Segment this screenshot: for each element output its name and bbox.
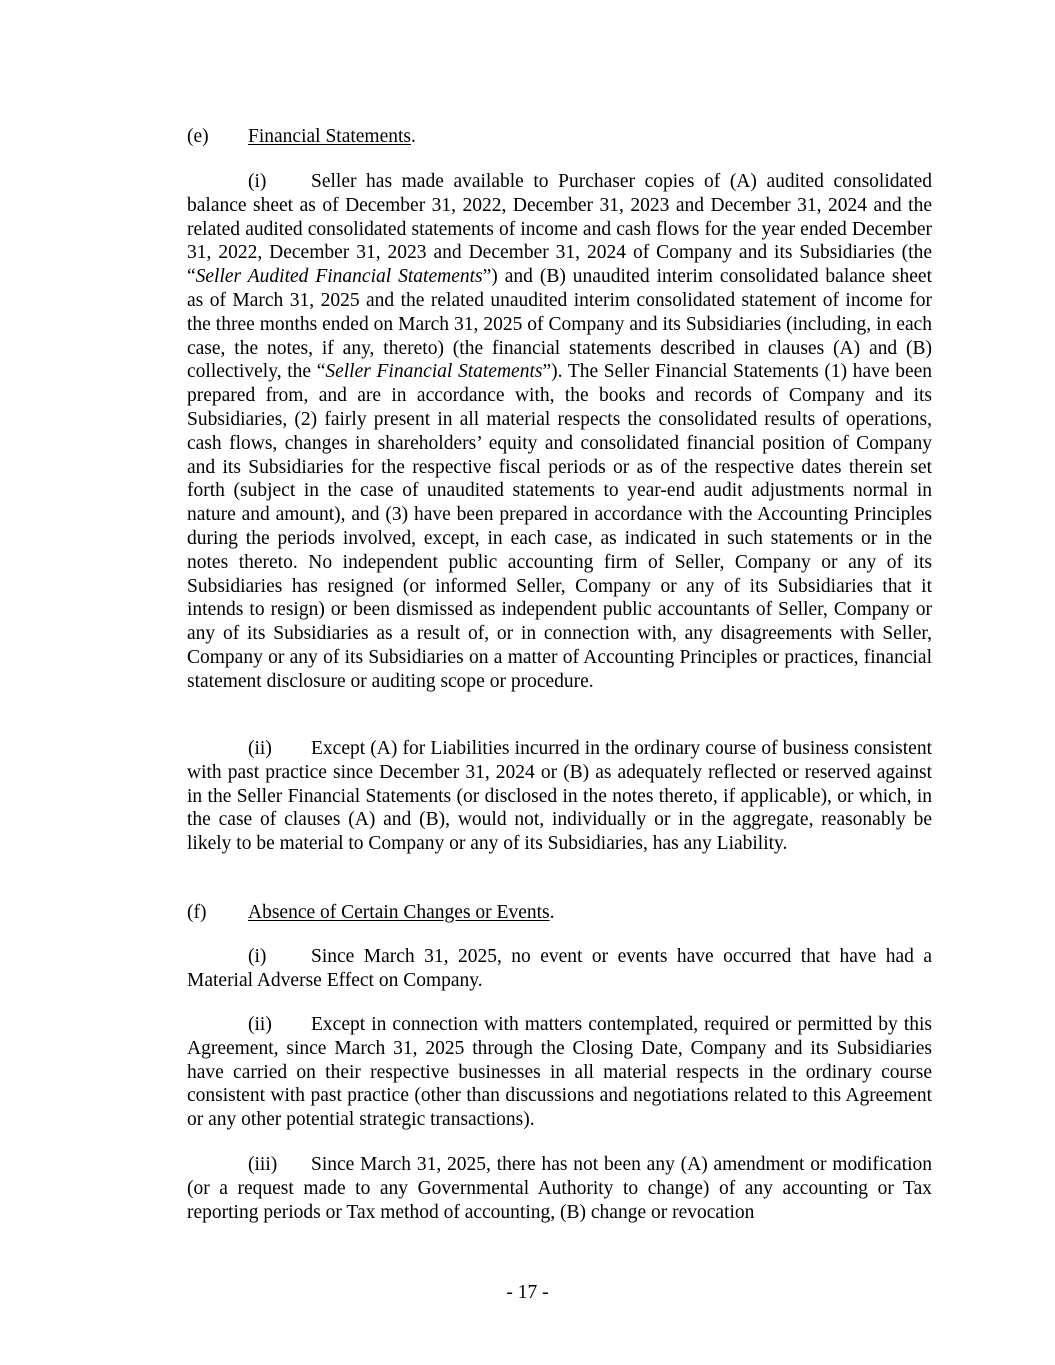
document-page — [187, 0, 932, 1365]
section-e-paragraph-i-text-3: ”). The Seller Financial Statements (1) have been prepared from, and are in accordance with, the books and records of Company and its Subsidiaries, (2) fairly present in all material respects the consolidated results of operations, cash flows, changes in shareholders’ equity and consolidated financial position of Company and its Subsidiaries for the respective fiscal periods or as of the respective dates therein set forth (subject in the case of unaudited statements to year-end audit adjustments normal in nature and amount), and (3) have been prepared in accordance with the Accounting Principles during the periods involved, except, in each case, as indicated in such statements or in the notes thereto. No independent public accounting firm of Seller, Company or any of its Subsidiaries has resigned (or informed Seller, Company or any of its Subsidiaries that it intends to resign) or been dismissed as independent public accountants of Seller, Company or any of its Subsidiaries as a result of, or in connection with, any disagreements with Seller, Company or any of its Subsidiaries on a matter of Accounting Principles or practices, financial statement disclosure or auditing scope or procedure. — [187, 361, 933, 692]
section-f-paragraph-i — [187, 945, 932, 993]
section-f-paragraph-ii-text: Except in connection with matters contemplated, required or permitted by this Agreement, since March 31, 2025 through the Closing Date, Company and its Subsidiaries have carried on their respective businesses in all material respects in the ordinary course consistent with past practice (other than discussions and negotiations related to this Agreement or any other potential strategic transactions). — [187, 1014, 932, 1131]
section-f-paragraph-i-text: Since March 31, 2025, no event or events have occurred that have had a Material Adverse Effect on Company. — [187, 946, 932, 991]
section-e-paragraph-ii-text: Except (A) for Liabilities incurred in the ordinary course of business consistent with past practice since December 31, 2024 or (B) as adequately reflected or reserved against in the Seller Financial Statements (or disclosed in the notes thereto, if applicable), or which, in the case of clauses (A) and (B), would not, individually or in the aggregate, reasonably be likely to be material to Company or any of its Subsidiaries, has any Liability. — [187, 738, 932, 855]
section-f-paragraph-ii — [187, 1013, 932, 1132]
section-e-title: Financial Statements — [248, 126, 412, 147]
page-number: - 17 - — [506, 1282, 549, 1303]
section-e-paragraph-ii-label: (ii) — [248, 738, 272, 759]
section-f-title: Absence of Certain Changes or Events — [248, 902, 550, 923]
section-f-number: (f) — [187, 902, 207, 923]
section-f-paragraph-iii-label: (iii) — [248, 1154, 278, 1175]
section-f-paragraph-iii — [187, 1153, 932, 1224]
section-e-paragraph-i-text-1: Seller has made available to Purchaser copies of (A) audited consolidated balance sheet as of December 31, 2022, December 31, 2023 and December 31, 2024 and the related audited consolidated statements of income and cash flows for the year ended December 31, 2022, December 31, 2023 and December 31, 2024 of Company and its Subsidiaries (the “ — [187, 171, 932, 288]
section-e-paragraph-i-label: (i) — [248, 171, 267, 192]
section-e-heading: (e) Financial Statements. — [187, 126, 416, 147]
section-f-heading: (f) Absence of Certain Changes or Events. — [187, 902, 555, 923]
section-f-paragraph-i-label: (i) — [248, 946, 267, 967]
section-e-paragraph-i-text-2: ”) and (B) unaudited interim consolidated balance sheet as of March 31, 2025 and the related unaudited interim consolidated statement of income for the three months ended on March 31, 2025 of Company and its Subsidiaries (including, in each case, the notes, if any, thereto) (the financial statements described in clauses (A) and (B) collectively, the “ — [187, 266, 932, 383]
section-e-paragraph-ii — [187, 737, 932, 856]
section-f-paragraph-iii-text: Since March 31, 2025, there has not been any (A) amendment or modification (or a request made to any Governmental Authority to change) of any accounting or Tax reporting periods or Tax method of accounting, (B) change or revocation — [187, 1154, 932, 1223]
defined-term-seller-financial-statements: Seller Financial Statements — [325, 361, 543, 383]
section-e-number: (e) — [187, 126, 209, 147]
defined-term-seller-audited-financial-statements: Seller Audited Financial Statements — [195, 266, 483, 288]
section-e-paragraph-i — [187, 170, 932, 694]
section-f-paragraph-ii-label: (ii) — [248, 1014, 272, 1035]
